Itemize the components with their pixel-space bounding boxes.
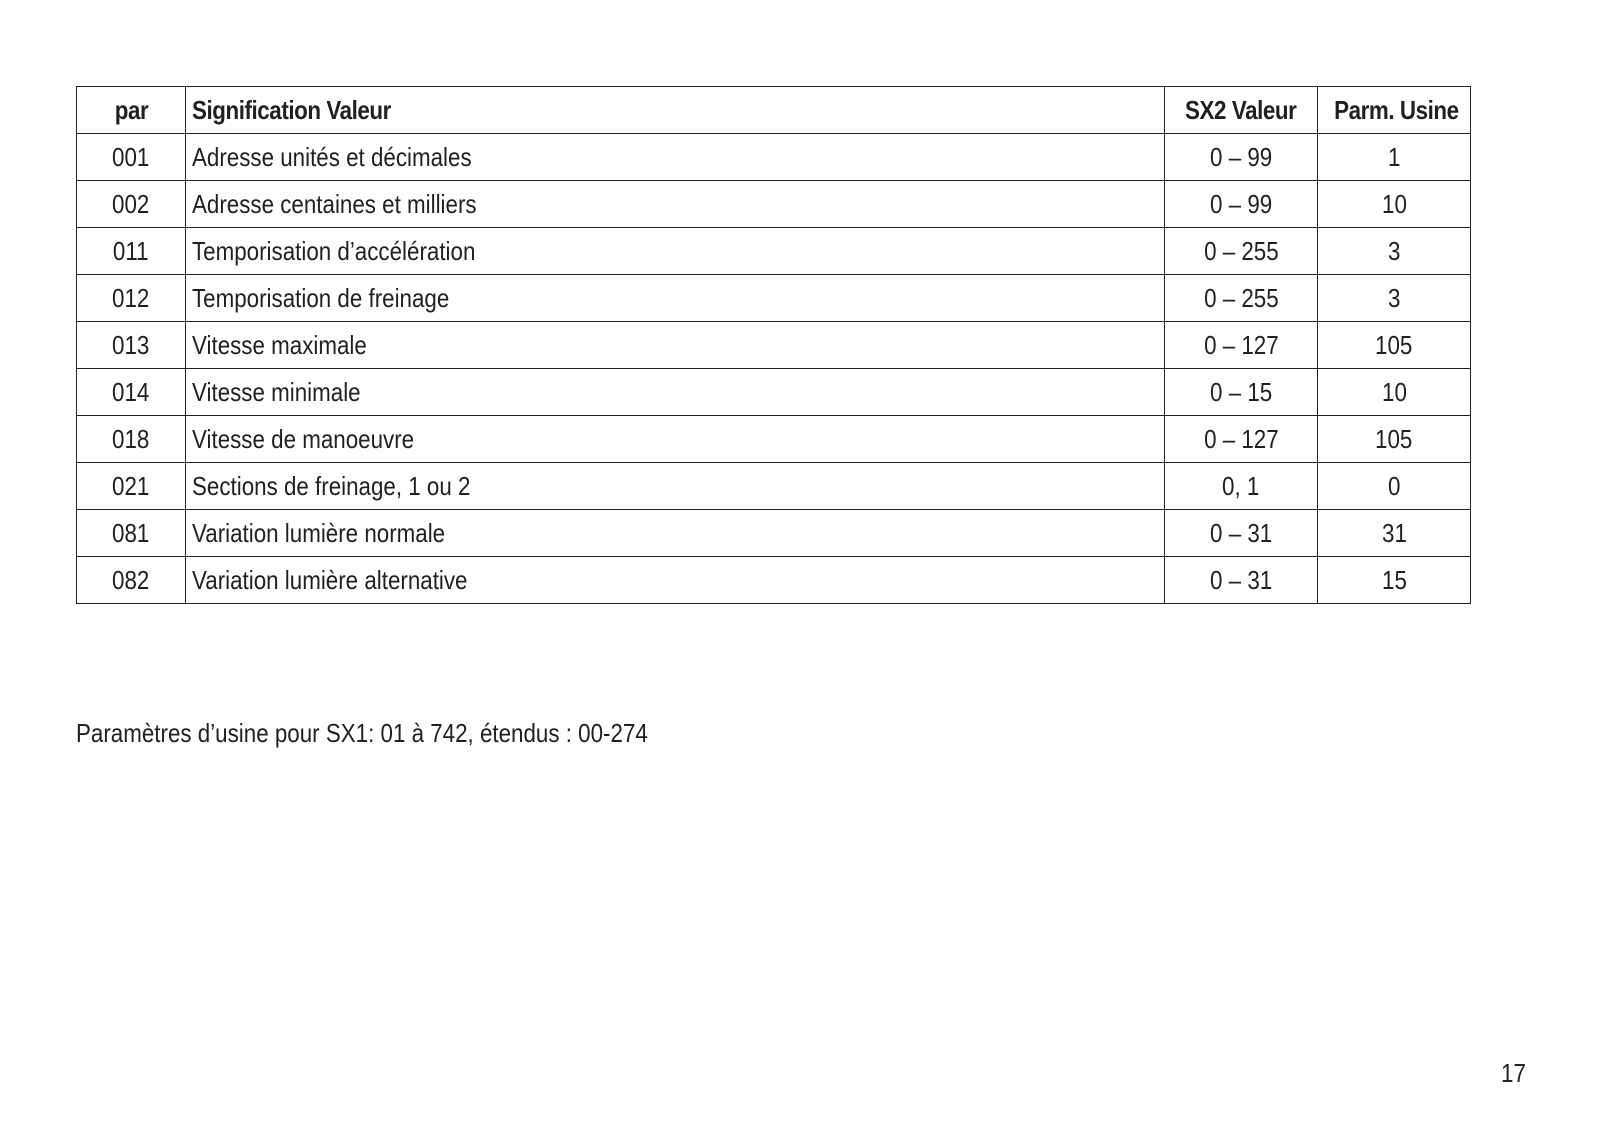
cell-parm-usine: 0: [1318, 463, 1471, 510]
cell-signification: Vitesse maximale: [186, 322, 1165, 369]
cell-par: 014: [77, 369, 186, 416]
page-number: 17: [1501, 1058, 1526, 1088]
table-row: [77, 322, 1471, 369]
cell-par: 012: [77, 275, 186, 322]
table-row: [77, 557, 1471, 604]
table-row: [77, 134, 1471, 181]
cell-parm-usine: 10: [1318, 369, 1471, 416]
cell-par: 081: [77, 510, 186, 557]
cell-sx2-valeur: 0 – 99: [1165, 181, 1318, 228]
cell-signification: Adresse unités et décimales: [186, 134, 1165, 181]
table-row: [77, 228, 1471, 275]
cell-parm-usine: 3: [1318, 275, 1471, 322]
table-row: [77, 463, 1471, 510]
cell-par: 013: [77, 322, 186, 369]
cell-sx2-valeur: 0 – 127: [1165, 416, 1318, 463]
cell-signification: Vitesse de manoeuvre: [186, 416, 1165, 463]
table-row: [77, 416, 1471, 463]
parameter-table: [76, 86, 1471, 604]
cell-sx2-valeur: 0 – 15: [1165, 369, 1318, 416]
cell-parm-usine: 1: [1318, 134, 1471, 181]
cell-parm-usine: 105: [1318, 416, 1471, 463]
cell-signification: Adresse centaines et milliers: [186, 181, 1165, 228]
cell-parm-usine: 31: [1318, 510, 1471, 557]
cell-parm-usine: 10: [1318, 181, 1471, 228]
cell-sx2-valeur: 0 – 31: [1165, 557, 1318, 604]
cell-sx2-valeur: 0 – 99: [1165, 134, 1318, 181]
table-row: [77, 275, 1471, 322]
header-sx2-valeur: SX2 Valeur: [1165, 87, 1318, 134]
cell-signification: Variation lumière alternative: [186, 557, 1165, 604]
cell-signification: Variation lumière normale: [186, 510, 1165, 557]
cell-signification: Vitesse minimale: [186, 369, 1165, 416]
table-row: [77, 181, 1471, 228]
cell-sx2-valeur: 0 – 255: [1165, 275, 1318, 322]
cell-signification: Sections de freinage, 1 ou 2: [186, 463, 1165, 510]
cell-par: 011: [77, 228, 186, 275]
table-row: [77, 510, 1471, 557]
header-parm-usine: Parm. Usine: [1318, 87, 1471, 134]
cell-par: 021: [77, 463, 186, 510]
cell-par: 001: [77, 134, 186, 181]
cell-signification: Temporisation de freinage: [186, 275, 1165, 322]
cell-parm-usine: 15: [1318, 557, 1471, 604]
table-header-row: [77, 87, 1471, 134]
cell-sx2-valeur: 0 – 255: [1165, 228, 1318, 275]
cell-sx2-valeur: 0, 1: [1165, 463, 1318, 510]
table-body: [77, 134, 1471, 604]
cell-signification: Temporisation d’accélération: [186, 228, 1165, 275]
cell-par: 018: [77, 416, 186, 463]
header-signification: Signification Valeur: [186, 87, 1165, 134]
cell-parm-usine: 3: [1318, 228, 1471, 275]
header-par: par: [77, 87, 186, 134]
cell-par: 002: [77, 181, 186, 228]
cell-sx2-valeur: 0 – 31: [1165, 510, 1318, 557]
cell-sx2-valeur: 0 – 127: [1165, 322, 1318, 369]
footnote: Paramètres d’usine pour SX1: 01 à 742, étendus : 00-274: [76, 718, 648, 748]
cell-par: 082: [77, 557, 186, 604]
cell-parm-usine: 105: [1318, 322, 1471, 369]
table-row: [77, 369, 1471, 416]
